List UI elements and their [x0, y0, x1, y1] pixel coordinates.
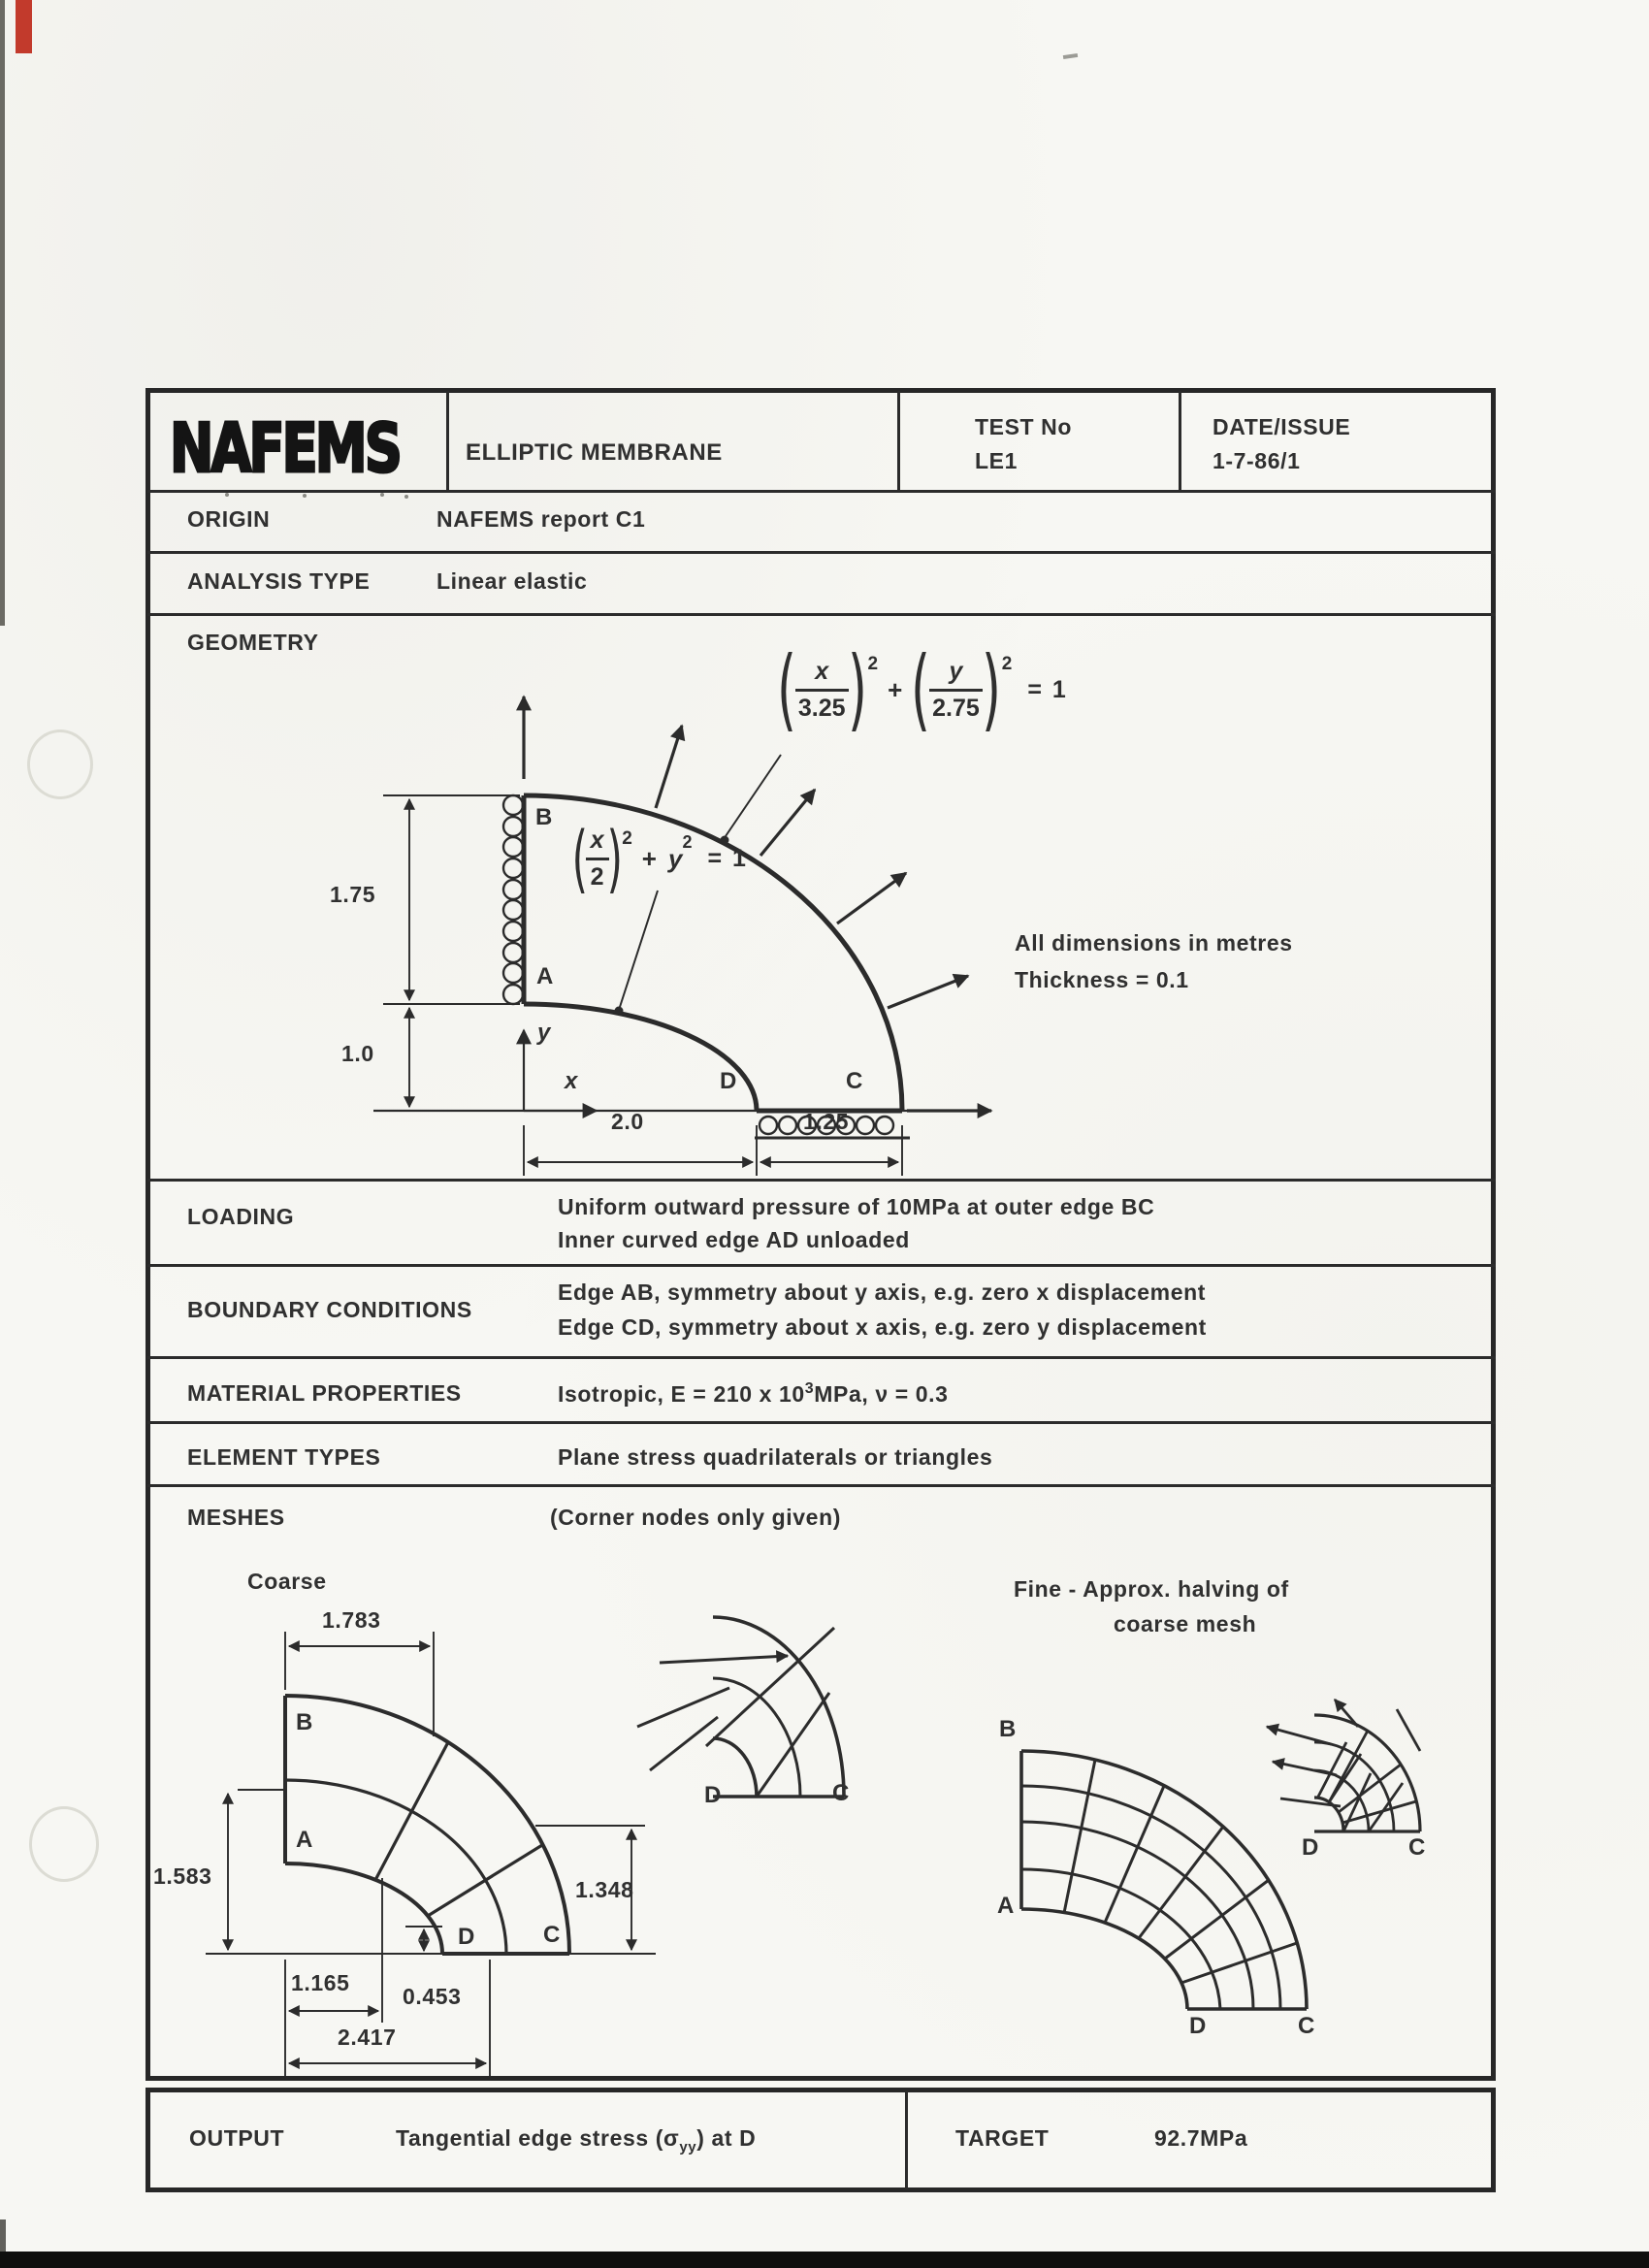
- punch-hole: [27, 729, 93, 799]
- point-a-label: A: [536, 963, 554, 989]
- paren: ): [847, 637, 867, 741]
- dim-1-75: 1.75: [330, 882, 376, 907]
- coarse-dim-bottom2: 0.453: [403, 1984, 462, 2009]
- test-no-value: LE1: [975, 448, 1018, 473]
- scan-black-bar: [0, 2252, 1649, 2268]
- dimension-note: All dimensions in metres: [1015, 930, 1293, 956]
- boundary-line1: Edge AB, symmetry about y axis, e.g. zero x displacement: [558, 1280, 1207, 1305]
- eq-denominator: 3.25: [797, 694, 846, 722]
- eq-exponent: 2: [1001, 654, 1013, 674]
- output-subscript: yy: [679, 2139, 697, 2155]
- axes: [373, 1030, 907, 1111]
- dim-1-0: 1.0: [341, 1041, 374, 1066]
- boundary-line2: Edge CD, symmetry about x axis, e.g. zero y displacement: [558, 1314, 1207, 1340]
- output-pre: Tangential edge stress (σ: [396, 2125, 680, 2151]
- coarse-tri-point-d: D: [704, 1782, 722, 1808]
- coarse-point-b: B: [296, 1709, 313, 1735]
- point-d-label: D: [720, 1068, 737, 1094]
- coarse-point-d: D: [458, 1924, 475, 1950]
- origin-label: ORIGIN: [187, 506, 271, 532]
- pressure-arrows: [524, 694, 991, 1111]
- output-label: OUTPUT: [189, 2125, 285, 2151]
- coarse-dim-bottom1: 1.165: [291, 1970, 350, 1995]
- nafems-logo: NAFEMS: [170, 409, 400, 489]
- eq-numerator: x: [815, 657, 829, 685]
- coarse-quad-mesh: [285, 1696, 569, 1954]
- divider: [147, 551, 1496, 554]
- eq-exponent: 2: [682, 832, 693, 852]
- material-pre: Isotropic, E = 210 x 10: [558, 1381, 805, 1407]
- paren: (: [911, 637, 931, 741]
- coarse-dim-right: 1.348: [575, 1877, 634, 1902]
- output-row-frame: [146, 2088, 1496, 2192]
- eq-plus: +: [888, 674, 903, 704]
- divider: [147, 1356, 1496, 1359]
- fine-tri-point-d: D: [1302, 1834, 1319, 1861]
- eq-equals-one: = 1: [1027, 675, 1068, 703]
- divider: [897, 391, 900, 491]
- doc-title: ELLIPTIC MEMBRANE: [466, 439, 723, 466]
- material-properties-label: MATERIAL PROPERTIES: [187, 1380, 462, 1406]
- coarse-dim-bottom3: 2.417: [338, 2025, 397, 2050]
- eq-exponent: 2: [622, 828, 632, 849]
- roller-supports-ab: [503, 795, 523, 1004]
- meshes-note: (Corner nodes only given): [550, 1505, 841, 1530]
- fine-mesh-title-line2: coarse mesh: [1114, 1611, 1257, 1636]
- analysis-type-label: ANALYSIS TYPE: [187, 568, 371, 594]
- fine-point-d: D: [1189, 2013, 1207, 2039]
- coarse-mesh-title: Coarse: [247, 1569, 327, 1594]
- divider: [446, 391, 449, 491]
- dim-2-0: 2.0: [611, 1109, 644, 1134]
- output-post: ) at D: [696, 2125, 757, 2151]
- meshes-label: MESHES: [187, 1505, 285, 1530]
- eq-equals-one: = 1: [707, 845, 748, 872]
- scan-red-mark: [16, 0, 32, 53]
- eq-exponent: 2: [867, 654, 879, 674]
- boundary-conditions-label: BOUNDARY CONDITIONS: [187, 1297, 472, 1322]
- eq-numerator: y: [949, 657, 963, 685]
- target-label: TARGET: [955, 2125, 1050, 2151]
- dim-1-25: 1.25: [803, 1109, 850, 1134]
- coarse-point-a: A: [296, 1827, 313, 1853]
- paren: (: [571, 815, 588, 902]
- loading-line1: Uniform outward pressure of 10MPa at outer edge BC: [558, 1194, 1155, 1219]
- coarse-triangle-mesh-sketch: [637, 1617, 844, 1797]
- divider: [147, 1484, 1496, 1487]
- material-post: MPa, ν = 0.3: [814, 1381, 949, 1407]
- analysis-type-value: Linear elastic: [436, 568, 588, 594]
- paren: ): [606, 815, 623, 902]
- eq-denominator: 2.75: [932, 694, 980, 722]
- outer-ellipse-equation: [777, 637, 1068, 741]
- output-value: [396, 2124, 756, 2157]
- element-types-value: Plane stress quadrilaterals or triangles: [558, 1444, 993, 1470]
- eq-numerator: x: [590, 826, 604, 854]
- fine-point-a: A: [997, 1893, 1015, 1919]
- scan-smudge: [1063, 53, 1078, 59]
- fine-tri-point-c: C: [1408, 1834, 1426, 1861]
- material-properties-value: [558, 1379, 949, 1409]
- divider: [147, 1264, 1496, 1267]
- inner-ellipse-equation: [571, 815, 748, 902]
- coarse-dim-top: 1.783: [322, 1607, 381, 1633]
- fine-point-c: C: [1298, 2013, 1315, 2039]
- date-issue-value: 1-7-86/1: [1212, 448, 1301, 473]
- divider: [1179, 391, 1181, 491]
- material-exponent: 3: [804, 1380, 815, 1397]
- test-no-label: TEST No: [975, 414, 1073, 439]
- point-b-label: B: [535, 804, 553, 830]
- thickness-note: Thickness = 0.1: [1015, 967, 1189, 992]
- fine-point-b: B: [999, 1716, 1017, 1742]
- point-c-label: C: [846, 1068, 863, 1094]
- eq-denominator: 2: [590, 863, 604, 891]
- origin-value: NAFEMS report C1: [436, 506, 646, 532]
- element-types-label: ELEMENT TYPES: [187, 1444, 381, 1470]
- fine-triangle-mesh-sketch: [1267, 1700, 1420, 1831]
- coarse-dim-left: 1.583: [153, 1863, 212, 1889]
- loading-line2: Inner curved edge AD unloaded: [558, 1227, 910, 1252]
- eq-y-term: y: [667, 844, 683, 873]
- scan-edge-line-top: [0, 0, 5, 626]
- x-axis-label: x: [565, 1068, 578, 1094]
- geometry-label: GEOMETRY: [187, 630, 319, 655]
- logo-dots: [225, 493, 229, 497]
- divider: [147, 490, 1496, 493]
- fine-quad-mesh: [1021, 1751, 1307, 2009]
- y-axis-label: y: [537, 1020, 551, 1046]
- meshes-diagram: [155, 1581, 1513, 2081]
- paren: ): [981, 637, 1001, 741]
- divider: [905, 2090, 908, 2189]
- punch-hole: [29, 1806, 99, 1882]
- divider: [147, 1421, 1496, 1424]
- date-issue-label: DATE/ISSUE: [1212, 414, 1351, 439]
- fine-mesh-title-line1: Fine - Approx. halving of: [1014, 1576, 1289, 1602]
- paren: (: [777, 637, 796, 741]
- loading-label: LOADING: [187, 1204, 295, 1229]
- eq-plus: +: [641, 844, 657, 873]
- coarse-tri-point-c: C: [832, 1780, 850, 1806]
- coarse-point-c: C: [543, 1922, 561, 1948]
- target-value: 92.7MPa: [1154, 2125, 1248, 2151]
